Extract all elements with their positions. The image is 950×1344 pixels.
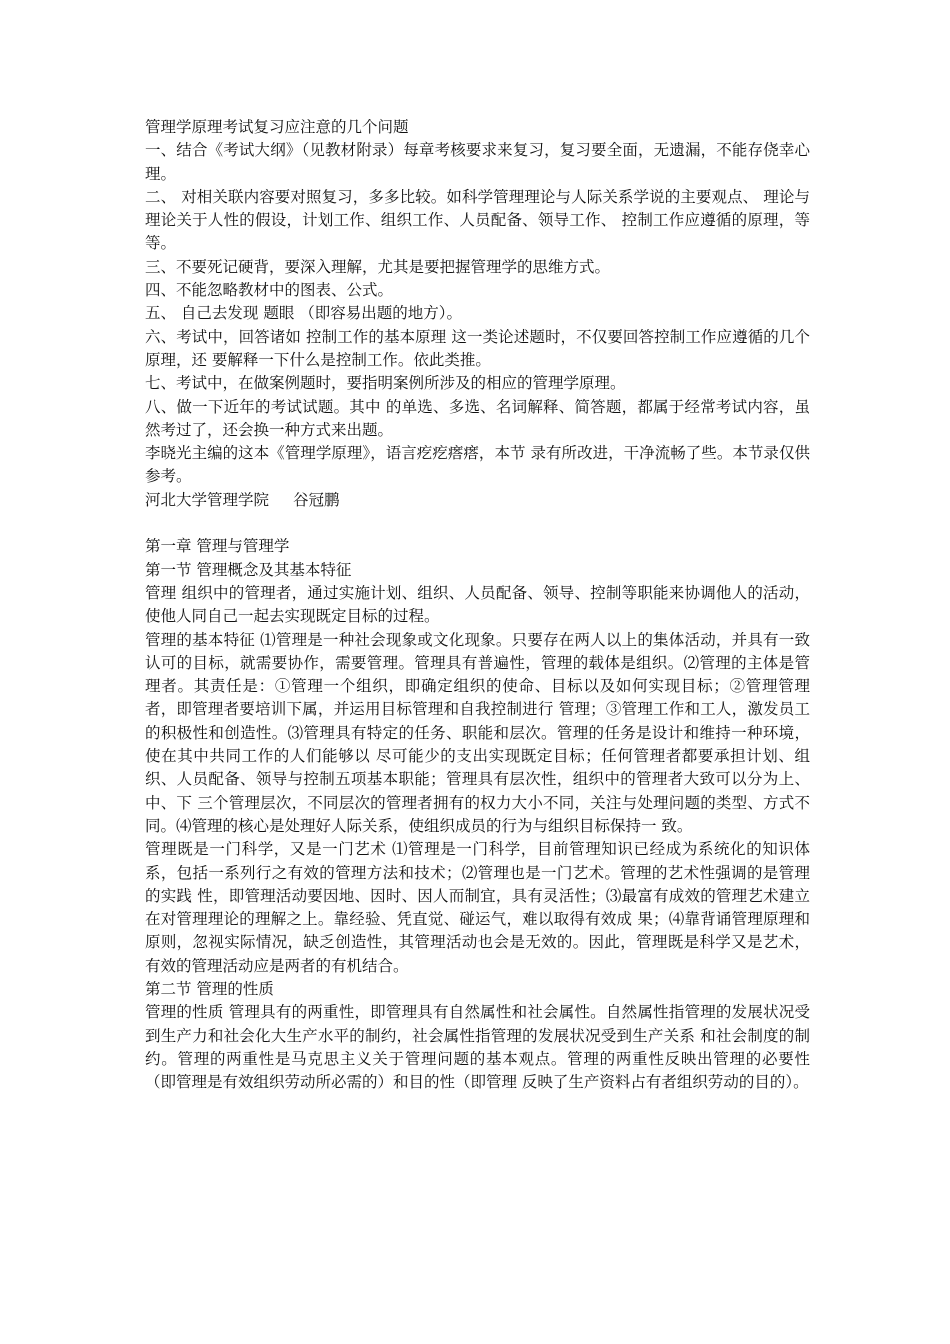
signature-org: 河北大学管理学院 — [145, 490, 270, 509]
signature — [145, 489, 810, 512]
intro-note: 李晓光主编的这本《管理学原理》，语言疙疙瘩瘩，本节 录有所改进，干净流畅了些。本节录仅供参考。 — [145, 444, 810, 486]
section-2-paragraph-1: 管理的性质 管理具有的两重性，即管理具有自然属性和社会属性。自然属性指管理的发展状况受到生产力和社会化大生产水平的制约，社会属性指管理的发展状况受到生产关系 和社会制度的制约。管理的两重性是马克思主义关于管理问题的基本观点。管理的两重性反映出管理的必要性（即管理是有效组织劳动所必需的）和目的性（即管理 反映了生产资料占有者组织劳动的目的）。 — [145, 1003, 810, 1092]
intro-item-7: 七、考试中，在做案例题时，要指明案例所涉及的相应的管理学原理。 — [145, 374, 626, 393]
intro-item-1: 一、结合《考试大纲》（见教材附录）每章考核要求来复习，复习要全面，无遗漏，不能存侥幸心理。 — [145, 141, 810, 183]
intro-item-4: 四、不能忽略教材中的图表、公式。 — [145, 281, 394, 300]
chapter-title: 第一章 管理与管理学 — [145, 537, 290, 556]
intro-item-2: 二、 对相关联内容要对照复习，多多比较。如科学管理理论与人际关系学说的主要观点、 理论与 理论关于人性的假设，计划工作、组织工作、人员配备、领导工作、 控制工作应遵循的原理，等等。 — [145, 187, 810, 253]
intro-item-3: 三、不要死记硬背，要深入理解，尤其是要把握管理学的思维方式。 — [145, 257, 611, 276]
section-1-paragraph-3: 管理既是一门科学，又是一门艺术 ⑴管理是一门科学，目前管理知识已经成为系统化的知识体系，包括一系列行之有效的管理方法和技术；⑵管理也是一门艺术。管理的艺术性强调的是管理的实践 性，即管理活动要因地、因时、因人而制宜，具有灵活性；⑶最富有成效的管理艺术建立在对管理理论的理解之上。靠经验、凭直觉、碰运气，难以取得有效成 果；⑷靠背诵管理原理和原则，忽视实际情况，缺乏创造性，其管理活动也会是无效的。因此，管理既是科学又是艺术，有效的管理活动应是两者的有机结合。 — [145, 840, 810, 975]
section-2-title: 第二节 管理的性质 — [145, 979, 274, 998]
intro-item-6: 六、考试中，回答诸如 控制工作的基本原理 这一类论述题时，不仅要回答控制工作应遵循的几个原理，还 要解释一下什么是控制工作。依此类推。 — [145, 327, 810, 369]
section-1-title: 第一节 管理概念及其基本特征 — [145, 560, 352, 579]
blank-line — [145, 512, 810, 535]
intro-title: 管理学原理考试复习应注意的几个问题 — [145, 118, 409, 136]
document-page — [145, 116, 810, 1094]
intro-item-5: 五、 自己去发现 题眼 （即容易出题的地方）。 — [145, 304, 463, 323]
section-1-paragraph-1: 管理 组织中的管理者，通过实施计划、组织、人员配备、领导、控制等职能来协调他人的活动，使他人同自己一起去实现既定目标的过程。 — [145, 583, 810, 626]
section-1-paragraph-2: 管理的基本特征 ⑴管理是一种社会现象或文化现象。只要存在两人以上的集体活动，并具有一致认可的目标，就需要协作，需要管理。管理具有普遍性，管理的载体是组织。⑵管理的主体是管理者。其责任是：①管理一个组织，即确定组织的使命、目标以及如何实现目标；②管理管理者，即管理者要培训下属，并运用目标管理和自我控制进行 管理；③管理工作和工人，激发员工的积极性和创造性。⑶管理具有特定的任务、职能和层次。管理的任务是设计和维持一种环境，使在其中共同工作的人们能够以 尽可能少的支出实现既定目标；任何管理者都要承担计划、组织、人员配备、领导与控制五项基本职能；管理具有层次性，组织中的管理者大致可以分为上、中、下 三个管理层次，不同层次的管理者拥有的权力大小不同，关注与处理问题的类型、方式不同。⑷管理的核心是处理好人际关系，使组织成员的行为与组织目标保持一 致。 — [145, 630, 810, 835]
signature-name: 谷冠鹏 — [293, 490, 340, 509]
intro-item-8: 八、做一下近年的考试试题。其中 的单选、多选、名词解释、简答题，都属于经常考试内容，虽然考过了，还会换一种方式来出题。 — [145, 397, 810, 439]
